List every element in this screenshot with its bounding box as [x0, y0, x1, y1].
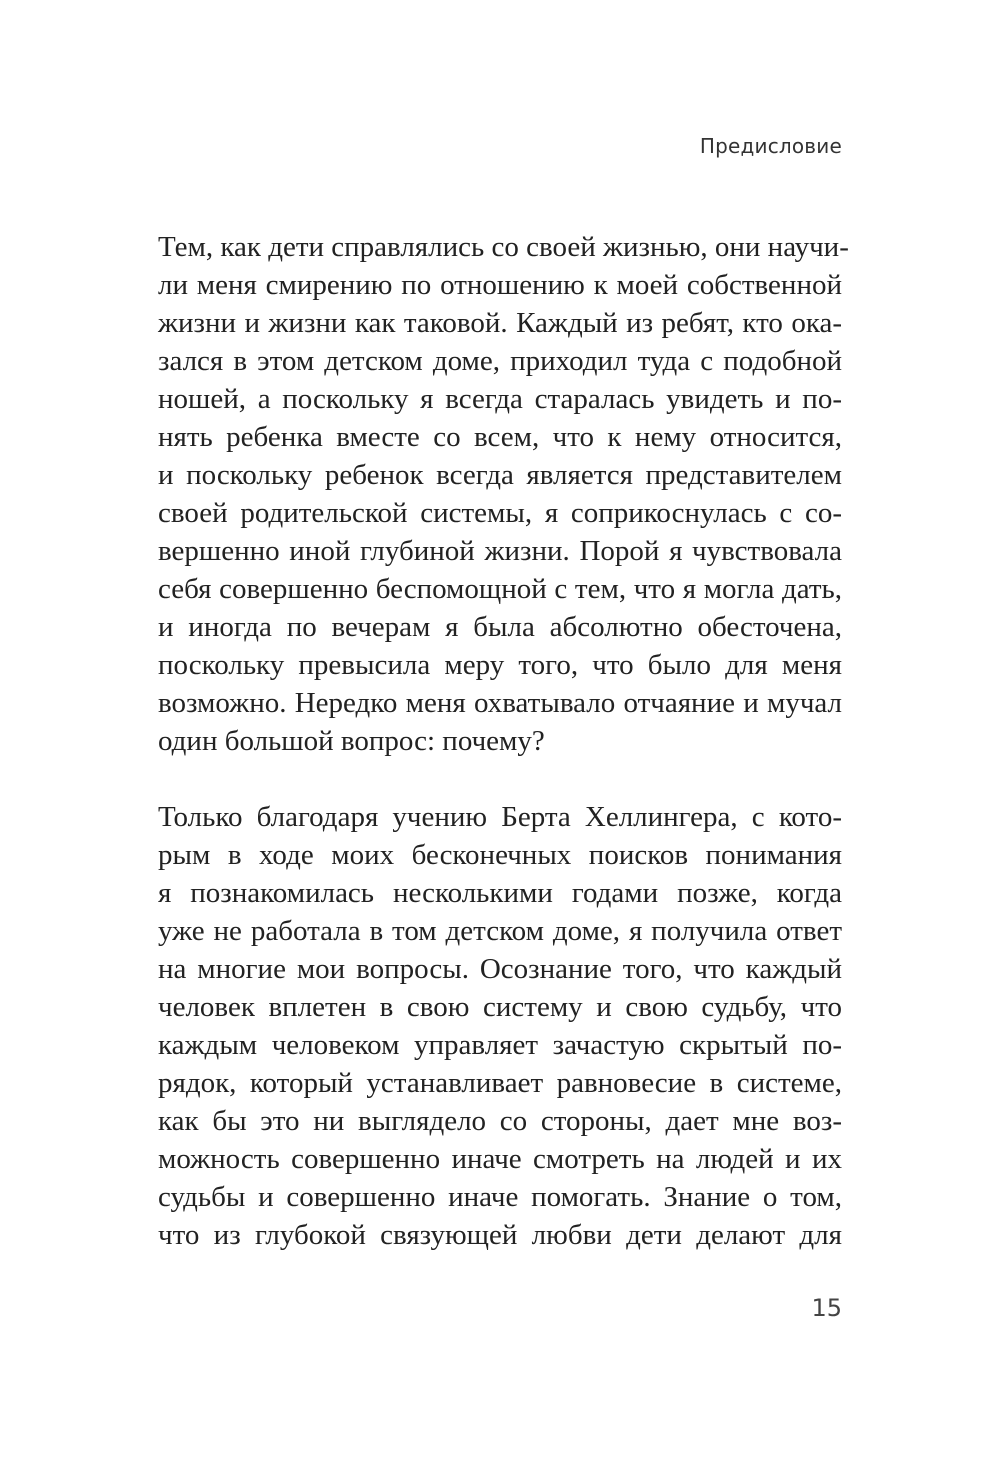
page-number: 15 — [811, 1294, 842, 1322]
text-line: ношей, а поскольку я всегда старалась увидеть и по- — [158, 383, 842, 415]
text-line: можность совершенно иначе смотреть на людей и их — [158, 1143, 842, 1175]
text-line: жизни и жизни как таковой. Каждый из ребят, кто ока- — [158, 307, 842, 339]
text-line: поскольку превысила меру того, что было для меня — [158, 649, 842, 681]
running-head-title: Предисловие — [699, 134, 842, 158]
text-line: вершенно иной глубиной жизни. Порой я чувствовала — [158, 535, 842, 567]
text-line: ли меня смирению по отношению к моей собственной — [158, 269, 842, 301]
text-line: Тем, как дети справлялись со своей жизнью, они научи- — [158, 231, 849, 263]
text-line: и поскольку ребенок всегда является представителем — [158, 459, 842, 491]
text-line: один большой вопрос: почему? — [158, 725, 545, 757]
text-line: как бы это ни выглядело со стороны, дает мне воз- — [158, 1105, 842, 1137]
text-line: и иногда по вечерам я была абсолютно обесточена, — [158, 611, 842, 643]
text-line: своей родительской системы, я соприкоснулась с со- — [158, 497, 842, 529]
text-line: на многие мои вопросы. Осознание того, что каждый — [158, 953, 842, 985]
text-line: зался в этом детском доме, приходил туда с подобной — [158, 345, 842, 377]
paragraph-2 — [158, 798, 842, 1254]
paragraph-1 — [158, 228, 849, 760]
text-line: себя совершенно беспомощной с тем, что я могла дать, — [158, 573, 842, 605]
text-line: рым в ходе моих бесконечных поисков понимания — [158, 839, 842, 871]
text-line: уже не работала в том детском доме, я получила ответ — [158, 915, 842, 947]
text-line: нять ребенка вместе со всем, что к нему относится, — [158, 421, 842, 453]
text-line: каждым человеком управляет зачастую скрытый по- — [158, 1029, 842, 1061]
text-line: возможно. Нередко меня охватывало отчаяние и мучал — [158, 687, 842, 719]
text-line: человек вплетен в свою систему и свою судьбу, что — [158, 991, 842, 1023]
text-line: рядок, который устанавливает равновесие в системе, — [158, 1067, 842, 1099]
text-line: судьбы и совершенно иначе помогать. Знание о том, — [158, 1181, 842, 1213]
text-line: что из глубокой связующей любви дети делают для — [158, 1219, 842, 1251]
body-text — [158, 228, 849, 1258]
text-line: я познакомилась несколькими годами позже, когда — [158, 877, 842, 909]
text-line: Только благодаря учению Берта Хеллингера, с кото- — [158, 801, 842, 833]
